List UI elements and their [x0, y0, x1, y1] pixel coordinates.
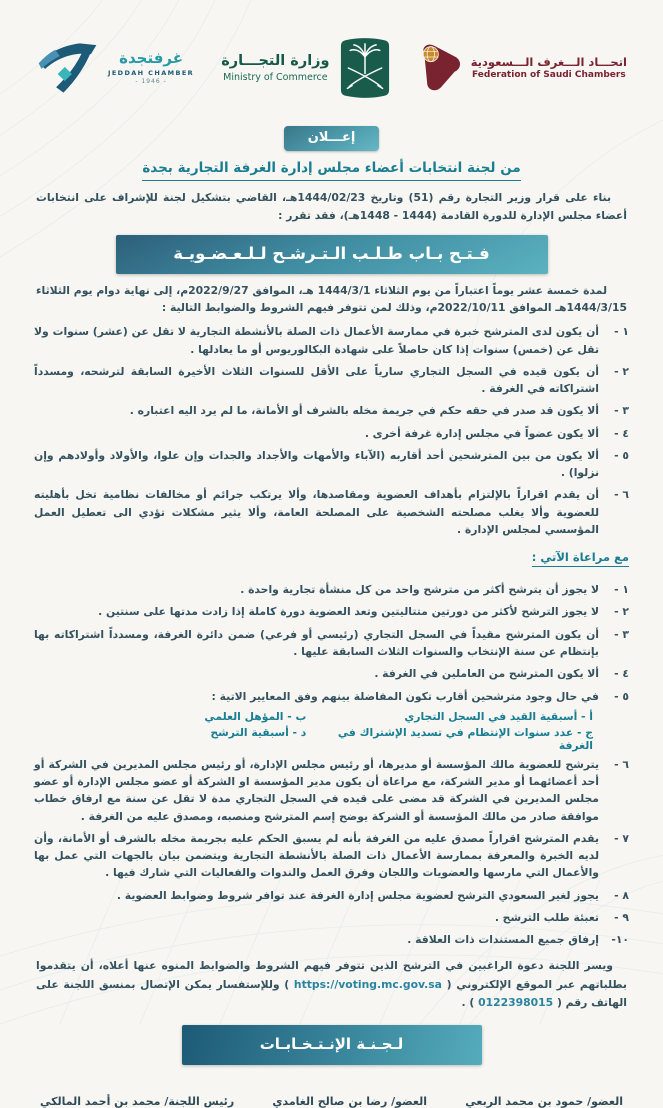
federation-logo	[417, 42, 627, 94]
note-number: ٤ -	[614, 667, 629, 681]
note-text: يقدم المترشح اقراراً مصدق عليه من الغرفة بأنه لم يسبق الحكم عليه بجريمة مخله بالشرف أو الأمانة، وأن لديه الخبرة والمعرفة بممارسة الأعمال ذات الصلة بالأنشطة التجارية ويتضمن بيان بالجهات التي عمل بها والأعمال التي مارسها والعضويات واللجان وفرق العمل والندوات والفعاليات التي شارك فيها .	[34, 831, 599, 880]
note-number: ٦ -	[614, 757, 629, 771]
note-block	[34, 756, 629, 825]
page-title: من لجنة انتخابات أعضاء مجلس إدارة الغرفة التجارية بجدة	[142, 160, 520, 181]
note-item	[34, 830, 629, 882]
federation-mark-icon	[417, 42, 463, 94]
condition-text: أن يكون قيده في السجل التجاري سارياً على الأقل للسنوات الثلاث الأخيرة السابقة لترشحه، ومسدداً اشتراكاته في الغرفة .	[34, 364, 599, 396]
note-block	[34, 626, 629, 661]
note-text: في حال وجود مترشحين أقارب تكون المفاضلة بينهم وفق المعايير الاتية :	[211, 689, 599, 703]
note-block	[34, 688, 629, 752]
signature: رئيس اللجنة/ محمد بن أحمد المالكي	[40, 1095, 235, 1108]
signatures-row	[40, 1095, 623, 1108]
condition-item	[34, 425, 629, 442]
note-block	[34, 830, 629, 882]
signature: العضو/ حمود بن محمد الربعي	[465, 1095, 623, 1108]
condition-item	[34, 447, 629, 482]
note-number: ٧ -	[614, 831, 629, 845]
note-text: يجوز لغير السعودي الترشح لعضوية مجلس إدارة الغرفة عند توافر شروط وضوابط العضوية .	[116, 888, 599, 902]
note-text: لا يجوز أن يترشح أكثر من مترشح واحد من كل منشأة تجارية واحدة .	[240, 583, 599, 597]
note-block	[34, 887, 629, 904]
note-number: ١ -	[614, 583, 629, 597]
note-block	[34, 909, 629, 926]
note-number: ٢ -	[614, 605, 629, 619]
note-item	[34, 581, 629, 598]
federation-name-ar: اتحـــاد الـــغرف الـــسعودية	[470, 54, 627, 69]
saudi-emblem-icon	[340, 38, 390, 98]
condition-item	[34, 402, 629, 419]
criteria-heading: مع مراعاة الآتي :	[532, 550, 629, 567]
criteria-grid	[94, 710, 593, 752]
note-block	[34, 665, 629, 682]
condition-text: ألا يكون عضواً في مجلس إدارة غرفة أخرى .	[364, 426, 599, 440]
condition-text: أن يقدم اقراراً بالإلتزام بأهداف العضوية ومقاصدها، وألا يرتكب جرائم أو مخالفات نظامية تخل بأهليته للعضوية وألا يغلب مصلحته الشخصية على المصلحة العامة، وألا يثير مشكلات تؤدي الى تعطيل العمل المؤسسي لمجلس الإدارة .	[34, 488, 599, 536]
header-logos	[34, 0, 629, 120]
condition-text: أن يكون لدى المترشح خبرة في ممارسة الأعمال ذات الصلة بالأنشطة التجارية لا تقل عن (عشر) سنوات ولا تقل عن (خمس) سنوات إذا كان حاصلاً على شهادة البكالوريوس أو ما يعادلها .	[34, 325, 599, 356]
criteria-item: د - أسبقية الترشح	[210, 725, 307, 739]
condition-number: ٦ -	[614, 488, 629, 502]
committee-banner: لـجـنـة الإنـتـخـابـات	[182, 1025, 482, 1065]
jeddah-chamber-name-en: JEDDAH CHAMBER	[108, 68, 195, 77]
condition-item	[34, 323, 629, 358]
jeddah-chamber-logo	[36, 36, 194, 100]
condition-text: ألا يكون قد صدر في حقه حكم في جريمة مخله بالشرف أو الأمانة، ما لم يرد اليه اعتباره .	[129, 404, 599, 418]
note-number: ٣ -	[614, 627, 629, 641]
condition-number: ٥ -	[614, 448, 629, 462]
condition-number: ٤ -	[614, 426, 629, 440]
closing-text-2: ) وللإستفسار يمكن الإتصال بمنسق اللجنة على الهاتف رقم (	[36, 977, 627, 1010]
note-text: تعبئة طلب الترشح .	[494, 910, 599, 924]
note-text: أن يكون المترشح مقيداً في السجل التجاري (رئيسي أو فرعي) ضمن دائرة الغرفة، ومسدداً اشتراكاته بها بإنتظام عن سنة الإنتخاب والسنوات الثلاث السابقة عليها .	[34, 627, 599, 658]
criteria-item: أ - أسبقية القيد في السجل التجاري	[404, 709, 593, 723]
jeddah-chamber-name-ar: غرفتجدة	[119, 49, 183, 68]
voting-url-link[interactable]: https://voting.mc.gov.sa	[293, 977, 442, 991]
note-item	[34, 887, 629, 904]
jeddah-chamber-mark-icon	[36, 36, 100, 100]
conditions-list	[34, 323, 629, 538]
condition-number: ٢ -	[614, 364, 629, 378]
intro-paragraph: بناء على قرار وزير التجارة رقم (51) وتاريخ 1444/02/23هـ، القاضي بتشكيل لجنة للإشراف على انتخابات أعضاء مجلس الإدارة للدورة القادمة (1444 - 1448هـ)، فقد تقرر :	[36, 191, 627, 222]
note-block	[34, 581, 629, 598]
closing-paragraph	[36, 957, 627, 1012]
note-item	[34, 688, 629, 705]
note-text: ألا يكون المترشح من العاملين في الغرفة .	[374, 667, 599, 681]
note-item	[34, 626, 629, 661]
closing-text-1: ويسر اللجنة دعوة الراغبين في الترشح الذين تتوفر فيهم الشروط والضوابط المنوه عنها أعلاه، أن يتقدموا بطلباتهم عبر الموقع الإلكتروني (	[36, 959, 627, 991]
condition-number: ٣ -	[614, 404, 629, 418]
announcement-badge: إعـــلان	[284, 126, 380, 151]
note-block	[34, 931, 629, 948]
period-paragraph: لمدة خمسة عشر يوماً اعتباراً من يوم الثلاثاء 1444/3/1 هـ، الموافق 2022/9/27م، إلى نهاية دوام يوم الثلاثاء 1444/3/15هـ الموافق 2022/10/11م، وذلك لمن تتوفر فيهم الشروط والضوابط التالية :	[36, 283, 627, 315]
condition-number: ١ -	[614, 325, 629, 339]
note-number: ٥ -	[614, 689, 629, 703]
ministry-name-ar: وزارة التجـــارة	[221, 53, 330, 70]
signature: العضو/ رضا بن صالح الغامدي	[272, 1095, 428, 1108]
note-item	[34, 909, 629, 926]
note-number: ٨ -	[614, 888, 629, 902]
note-text: إرفاق جميع المستندات ذات العلاقة .	[407, 933, 599, 947]
note-number: ١٠-	[611, 933, 629, 947]
condition-item	[34, 363, 629, 398]
note-number: ٩ -	[614, 910, 629, 924]
candidacy-banner: فـتـح بـاب طـلـب الـتـرشـح لـلـعـضـويـة	[116, 235, 548, 274]
condition-text: ألا يكون من بين المترشحين أحد أقاربه (الآباء والأمهات والأجداد والجدات وإن علوا، والأولاد وأولادهم وإن نزلوا) .	[34, 448, 599, 480]
criteria-item: ب - المؤهل العلمي	[204, 709, 307, 723]
note-item	[34, 931, 629, 948]
condition-item	[34, 486, 629, 538]
federation-name-en: Federation of Saudi Chambers	[471, 70, 626, 81]
note-item	[34, 756, 629, 825]
jeddah-chamber-year: - 1946 -	[135, 78, 167, 86]
notes-list	[34, 581, 629, 948]
ministry-of-commerce-logo	[221, 38, 389, 98]
note-item	[34, 603, 629, 620]
note-block	[34, 603, 629, 620]
committee-phone-number: 0122398015	[478, 996, 554, 1010]
note-item	[34, 665, 629, 682]
note-text: يترشح للعضوية مالك المؤسسة أو مديرها، أو رئيس مجلس الإدارة، أو رئيس مجلس المديرين في الشركة أو أحد أعضائهما أو مدير الشركة، مع مراعاة أن يكون مدير المؤسسة او الشركة أو عضو مجلس الإدارة أو عضو مجلس المديرين في الشركة قد مضى على قيده في السجل التجاري مدة لا تقل عن سنة مع ارفاق خطاب موافقة صادر من مالك المؤسسة أو الشركة يوضح إسم المترشح ومنصبه، ومصدق عليه من الغرفة .	[34, 757, 599, 823]
note-text: لا يجوز الترشح لأكثر من دورتين متتاليتين وتعد العضوية دورة كاملة إذا زادت مدتها على سنتين .	[98, 605, 599, 619]
closing-text-3: ) .	[461, 996, 479, 1010]
criteria-item: ج - عدد سنوات الإنتظام في تسديد الإشتراك في الغرفة	[337, 725, 593, 752]
ministry-name-en: Ministry of Commerce	[223, 71, 328, 83]
